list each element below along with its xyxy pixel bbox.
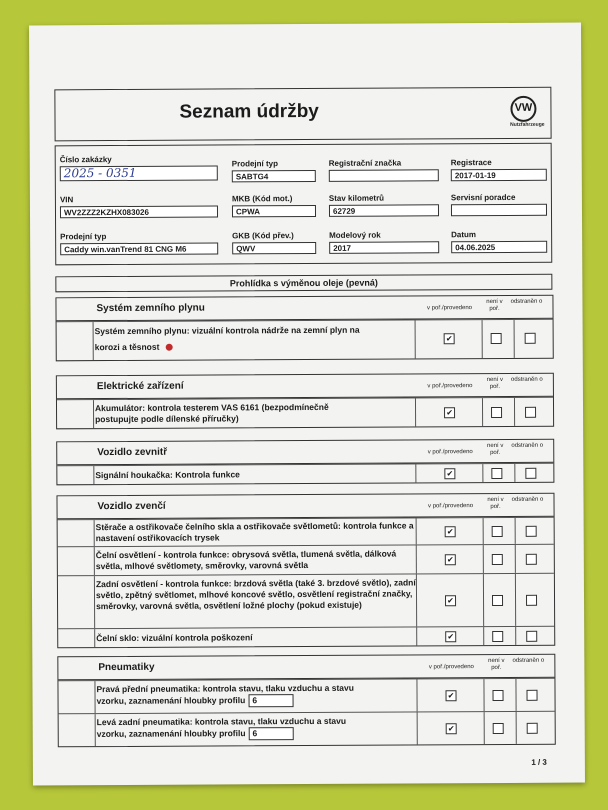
registrace-field: 2017-01-19 <box>451 169 547 182</box>
marker-dot-icon <box>165 344 172 351</box>
cislo-zakazky-field: 2025 - 0351 <box>60 165 218 181</box>
row-text: Stěrače a ostřikovače čelního skla a ostřikovače světlometů: kontrola funkce a nastavení ostřikovacích trysek <box>95 520 414 544</box>
prodejni-typ-field: SABTG4 <box>232 170 316 182</box>
col-provedeno: v poř./provedeno <box>427 383 473 390</box>
checkbox-neni[interactable] <box>492 595 503 606</box>
document-page <box>29 23 585 786</box>
check-row <box>58 573 554 629</box>
gkb-field: QWV <box>232 242 316 254</box>
page-title: Seznam údržby <box>179 100 319 123</box>
vin-label: VIN <box>59 195 74 205</box>
col-provedeno: v poř./provedeno <box>427 449 473 456</box>
header-box <box>54 87 551 142</box>
row-text: Čelní sklo: vizuální kontrola poškození <box>96 632 253 644</box>
checkbox-neni[interactable] <box>492 554 503 565</box>
row-text: Zadní osvětlení - kontrola funkce: brzdová světla (také 3. brzdové světlo), zadní světlo, zpětný světlomet, mlhové koncové světlo, osvětlení registrační značky, směrovky, varovná světla, osvětlení ložné plochy (pokud existuje) <box>95 577 416 612</box>
prodejni-typ-label: Prodejní typ <box>231 159 278 169</box>
vehicle-info <box>55 143 553 266</box>
check-row <box>58 517 554 547</box>
checkbox-provedeno[interactable]: ✔ <box>445 526 456 537</box>
checkbox-neni[interactable] <box>493 723 504 734</box>
brand-subtitle: Nutzfahrzeuge <box>510 121 545 128</box>
row-text: Signální houkačka: Kontrola funkce <box>95 469 240 481</box>
gkb-label: GKB (Kód přev.) <box>232 231 294 241</box>
col-provedeno: v poř./provedeno <box>428 503 474 510</box>
checkbox-neni[interactable] <box>491 468 502 479</box>
tread-depth-field[interactable]: 6 <box>248 727 293 740</box>
col-odstraneno: odstraněn o <box>511 442 544 449</box>
stav-label: Stav kilometrů <box>328 193 385 203</box>
registracni-znacka-label: Registrační značka <box>328 158 402 168</box>
section-electrical <box>56 373 554 430</box>
section-tyres <box>57 654 555 748</box>
servisni-label: Servisní poradce <box>450 192 516 203</box>
row-text: Levá zadní pneumatika: kontrola stavu, tlaku vzduchu a stavu vzorku, zaznamenání hloubky profilu 6 <box>96 715 347 739</box>
checkbox-odstraneno[interactable] <box>526 631 537 642</box>
checkbox-provedeno[interactable]: ✔ <box>444 407 455 418</box>
col-neni: není v poř. <box>487 496 504 511</box>
check-row <box>57 397 553 429</box>
datum-label: Datum <box>451 230 477 240</box>
checkbox-provedeno[interactable]: ✔ <box>445 554 456 565</box>
stav-field: 62729 <box>329 204 439 217</box>
tread-depth-field[interactable]: 6 <box>248 694 293 707</box>
checkbox-odstraneno[interactable] <box>527 723 538 734</box>
checkbox-provedeno[interactable]: ✔ <box>445 631 456 642</box>
row-text: Čelní osvětlení - kontrola funkce: obrysová světla, tlumená světla, dálková světla, mlhové světlomety, směrovky, varovná světla <box>95 548 397 572</box>
check-row <box>58 626 554 648</box>
checkbox-provedeno[interactable]: ✔ <box>446 690 457 701</box>
col-odstraneno: odstraněn o <box>512 657 545 664</box>
col-neni: není v poř. <box>487 442 504 457</box>
mkb-field: CPWA <box>232 205 316 217</box>
check-row <box>58 544 554 576</box>
prodejni-typ2-label: Prodejní typ <box>60 232 107 242</box>
col-provedeno: v poř./provedeno <box>428 664 474 671</box>
checkbox-odstraneno[interactable] <box>525 468 536 479</box>
checkbox-odstraneno[interactable] <box>526 554 537 565</box>
section-title: Vozidlo zevnitř <box>97 446 168 459</box>
col-neni: není v poř. <box>488 657 505 672</box>
check-row <box>57 319 553 361</box>
section-title: Systém zemního plynu <box>96 302 205 315</box>
checkbox-neni[interactable] <box>492 526 503 537</box>
modelovy-field: 2017 <box>329 241 439 254</box>
checkbox-neni[interactable] <box>493 690 504 701</box>
checkbox-odstraneno[interactable] <box>525 407 536 418</box>
checkbox-provedeno[interactable]: ✔ <box>444 333 455 344</box>
checkbox-odstraneno[interactable] <box>525 333 536 344</box>
row-text: Akumulátor: kontrola testerem VAS 6161 (bezpodmínečně postupujte podle dílenské příručky) <box>94 401 329 425</box>
col-odstraneno: odstraněn o <box>511 376 543 383</box>
checkbox-odstraneno[interactable] <box>526 690 537 701</box>
modelovy-label: Modelový rok <box>329 230 381 240</box>
vw-logo-icon: VW <box>510 96 536 122</box>
page-number: 1 / 3 <box>531 757 547 767</box>
col-neni: není v poř. <box>486 298 503 313</box>
cislo-zakazky-label: Číslo zakázky <box>59 155 112 165</box>
col-provedeno: v poř./provedeno <box>426 305 473 312</box>
section-exterior <box>56 493 555 649</box>
datum-field: 04.06.2025 <box>451 241 547 254</box>
inspection-banner: Prohlídka s výměnou oleje (pevná) <box>55 274 552 293</box>
section-interior <box>56 439 554 486</box>
col-odstraneno: odstraněn o <box>511 496 544 503</box>
check-row <box>59 711 555 747</box>
prodejni-typ2-field: Caddy win.vanTrend 81 CNG M6 <box>60 242 218 255</box>
checkbox-provedeno[interactable]: ✔ <box>445 595 456 606</box>
registracni-znacka-field <box>329 169 439 182</box>
section-title: Vozidlo zvenčí <box>97 500 166 513</box>
checkbox-neni[interactable] <box>491 407 502 418</box>
check-row <box>57 463 553 485</box>
check-row <box>58 678 554 714</box>
section-title: Elektrické zařízení <box>96 380 184 393</box>
row-text: Pravá přední pneumatika: kontrola stavu, tlaku vzduchu a stavu vzorku, zaznamenání hloubky profilu 6 <box>96 682 354 706</box>
section-gas-system <box>55 295 553 362</box>
vin-field: WV2ZZZ2KZHX083026 <box>60 205 218 218</box>
checkbox-odstraneno[interactable] <box>526 526 537 537</box>
checkbox-neni[interactable] <box>492 631 503 642</box>
mkb-label: MKB (Kód mot.) <box>231 194 293 204</box>
checkbox-provedeno[interactable]: ✔ <box>446 723 457 734</box>
row-text: Systém zemního plynu: vizuální kontrola nádrže na zemní plyn na korozi a těsnost <box>94 324 360 353</box>
checkbox-neni[interactable] <box>491 333 502 344</box>
col-odstraneno: odstraněn o <box>510 298 543 305</box>
checkbox-odstraneno[interactable] <box>526 595 537 606</box>
servisni-field <box>451 204 547 217</box>
col-neni: není v poř. <box>486 376 504 391</box>
checkbox-provedeno[interactable]: ✔ <box>444 468 455 479</box>
section-title: Pneumatiky <box>98 661 155 674</box>
registrace-label: Registrace <box>450 158 492 168</box>
